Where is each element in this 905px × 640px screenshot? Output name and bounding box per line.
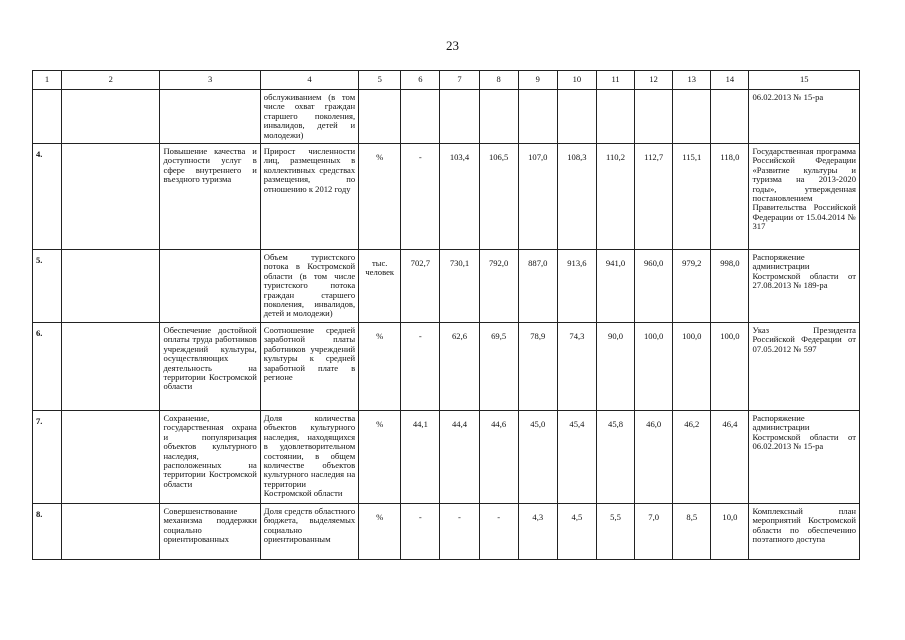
- row-number: 7.: [33, 411, 62, 504]
- value-cell: 941,0: [596, 250, 634, 323]
- value-cell: 90,0: [596, 323, 634, 411]
- indicator-cell: Объем туристского потока в Костромской области (в том числе туристского потока граждан старшего поколения, инвалидов, детей и молодежи): [260, 250, 358, 323]
- header-row: [33, 71, 860, 90]
- unit-cell: тыс. человек: [359, 250, 401, 323]
- value-cell: [635, 90, 673, 144]
- header-cell: 4: [260, 71, 358, 90]
- unit-cell: %: [359, 411, 401, 504]
- value-cell: 960,0: [635, 250, 673, 323]
- value-cell: 100,0: [635, 323, 673, 411]
- unit-cell: %: [359, 144, 401, 250]
- empty-cell: [62, 504, 160, 560]
- table-row: [33, 90, 860, 144]
- task-cell: [160, 90, 260, 144]
- value-cell: 115,1: [673, 144, 711, 250]
- value-cell: [440, 90, 479, 144]
- indicator-cell: Соотношение средней заработной платы работников учреждений культуры к средней заработной плате в регионе: [260, 323, 358, 411]
- value-cell: 100,0: [711, 323, 749, 411]
- value-cell: -: [401, 323, 440, 411]
- task-cell: Совершенствование механизма поддержки социально ориентированных: [160, 504, 260, 560]
- indicators-table: [32, 70, 860, 560]
- header-cell: 13: [673, 71, 711, 90]
- value-cell: 46,2: [673, 411, 711, 504]
- task-cell: Сохранение, государственная охрана и популяризация объектов культурного наследия, расположенных на территории Костромской области: [160, 411, 260, 504]
- unit-cell: [359, 90, 401, 144]
- value-cell: 46,0: [635, 411, 673, 504]
- value-cell: [479, 90, 518, 144]
- table-row: [33, 411, 860, 504]
- table-row: [33, 250, 860, 323]
- indicator-cell: Прирост численности лиц, размещенных в коллективных средствах размещения, по отношению к 2012 году: [260, 144, 358, 250]
- row-number: [33, 90, 62, 144]
- header-cell: 15: [749, 71, 860, 90]
- value-cell: 730,1: [440, 250, 479, 323]
- value-cell: 45,4: [557, 411, 596, 504]
- unit-cell: %: [359, 504, 401, 560]
- value-cell: 8,5: [673, 504, 711, 560]
- empty-cell: [62, 323, 160, 411]
- value-cell: 998,0: [711, 250, 749, 323]
- indicator-cell: Доля средств областного бюджета, выделяемых социально ориентированным: [260, 504, 358, 560]
- value-cell: 10,0: [711, 504, 749, 560]
- value-cell: [673, 90, 711, 144]
- value-cell: 4,3: [518, 504, 557, 560]
- document-cell: Государственная программа Российской Федерации «Развитие культуры и туризма на 2013-2020 годы», утвержденная постановлением Правительства Российской Федерации от 15.04.2014 № 317: [749, 144, 860, 250]
- header-cell: 8: [479, 71, 518, 90]
- document-cell: Указ Президента Российской Федерации от 07.05.2012 № 597: [749, 323, 860, 411]
- header-cell: 6: [401, 71, 440, 90]
- indicator-cell: Доля количества объектов культурного наследия, находящихся в удовлетворительном состоянии, в общем количестве объектов культурного наследия на территории Костромской области: [260, 411, 358, 504]
- value-cell: [596, 90, 634, 144]
- empty-cell: [62, 144, 160, 250]
- value-cell: 74,3: [557, 323, 596, 411]
- document-cell: Распоряжение администрации Костромской области от 06.02.2013 № 15-ра: [749, 411, 860, 504]
- task-cell: Повышение качества и доступности услуг в сфере внутреннего и въездного туризма: [160, 144, 260, 250]
- value-cell: 107,0: [518, 144, 557, 250]
- header-cell: 2: [62, 71, 160, 90]
- value-cell: [518, 90, 557, 144]
- value-cell: 4,5: [557, 504, 596, 560]
- value-cell: 46,4: [711, 411, 749, 504]
- row-number: 8.: [33, 504, 62, 560]
- header-cell: 7: [440, 71, 479, 90]
- value-cell: 106,5: [479, 144, 518, 250]
- row-number: 4.: [33, 144, 62, 250]
- header-cell: 5: [359, 71, 401, 90]
- value-cell: 913,6: [557, 250, 596, 323]
- value-cell: [557, 90, 596, 144]
- header-cell: 3: [160, 71, 260, 90]
- value-cell: 44,6: [479, 411, 518, 504]
- value-cell: 118,0: [711, 144, 749, 250]
- value-cell: 112,7: [635, 144, 673, 250]
- value-cell: 103,4: [440, 144, 479, 250]
- task-cell: Обеспечение достойной оплаты труда работников учреждений культуры, осуществляющих деятельность на территории Костромской области: [160, 323, 260, 411]
- header-cell: 12: [635, 71, 673, 90]
- header-cell: 14: [711, 71, 749, 90]
- value-cell: 44,4: [440, 411, 479, 504]
- header-cell: 11: [596, 71, 634, 90]
- table-row: [33, 323, 860, 411]
- value-cell: 78,9: [518, 323, 557, 411]
- value-cell: 792,0: [479, 250, 518, 323]
- value-cell: -: [401, 144, 440, 250]
- value-cell: 108,3: [557, 144, 596, 250]
- value-cell: 44,1: [401, 411, 440, 504]
- header-cell: 1: [33, 71, 62, 90]
- header-cell: 10: [557, 71, 596, 90]
- empty-cell: [62, 90, 160, 144]
- value-cell: 69,5: [479, 323, 518, 411]
- page-number: 23: [446, 38, 459, 53]
- value-cell: [711, 90, 749, 144]
- table-row: [33, 504, 860, 560]
- document-cell: 06.02.2013 № 15-ра: [749, 90, 860, 144]
- table-row: [33, 144, 860, 250]
- row-number: 6.: [33, 323, 62, 411]
- value-cell: 887,0: [518, 250, 557, 323]
- value-cell: 100,0: [673, 323, 711, 411]
- value-cell: -: [440, 504, 479, 560]
- empty-cell: [62, 411, 160, 504]
- value-cell: 110,2: [596, 144, 634, 250]
- value-cell: 702,7: [401, 250, 440, 323]
- document-cell: Комплексный план мероприятий Костромской области по обеспечению поэтапного доступа: [749, 504, 860, 560]
- value-cell: 45,8: [596, 411, 634, 504]
- header-cell: 9: [518, 71, 557, 90]
- empty-cell: [62, 250, 160, 323]
- value-cell: -: [479, 504, 518, 560]
- indicator-cell: обслуживанием (в том числе охват граждан старшего поколения, инвалидов, детей и молодежи): [260, 90, 358, 144]
- value-cell: -: [401, 504, 440, 560]
- value-cell: 5,5: [596, 504, 634, 560]
- value-cell: 7,0: [635, 504, 673, 560]
- value-cell: 979,2: [673, 250, 711, 323]
- row-number: 5.: [33, 250, 62, 323]
- task-cell: [160, 250, 260, 323]
- document-cell: Распоряжение администрации Костромской области от 27.08.2013 № 189-ра: [749, 250, 860, 323]
- value-cell: 45,0: [518, 411, 557, 504]
- unit-cell: %: [359, 323, 401, 411]
- value-cell: [401, 90, 440, 144]
- value-cell: 62,6: [440, 323, 479, 411]
